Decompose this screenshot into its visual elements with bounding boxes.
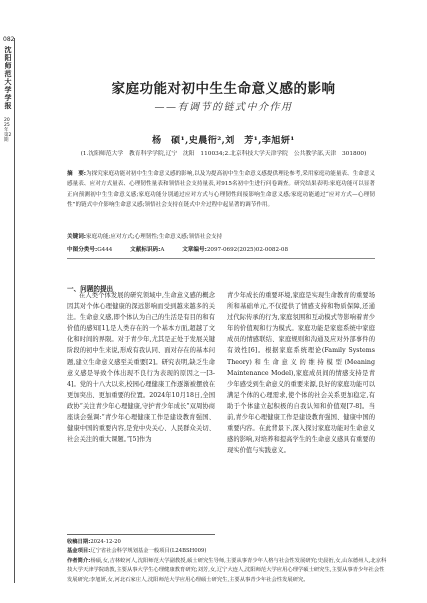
journal-side-strip: [0, 0, 20, 603]
section-heading: 一、问题的提出: [67, 285, 114, 293]
doc-code-value: A: [160, 247, 165, 253]
article-subtitle: ——有调节的链式中介作用: [154, 102, 293, 113]
bio-label: 作者简介:: [67, 557, 91, 564]
journal-name: 沈阳师范大学学报: [4, 46, 12, 110]
strip-divider: [14, 38, 15, 583]
author-bio: [67, 557, 387, 585]
body-paragraph: 在人类个体发展的研究领域中,生命意义感的概念因其对个体心理健康的深远影响而受到越来越多的关注。生命意义感,即个体认为自己的生活是有目的和有价值的感知[1],是人类存在的一个基本方面,超越了文化和时间的界限。对于青少年,尤其是正处于发展关键阶段的初中生来说,形成有我认同、面对存在的基本问题,建立生命意义感至关重要[2]。研究表明,缺乏生命意义感是导致个体出现不良行为表现的原因之一[3-4]。党的十八大以来,校园心理健康工作逐渐被摆放在更加突出、更加重要的位置。2024年10月18日,全国政协“关注青少年心理健康,守护青少年成长”双周协商座谈会强调:“青少年心理健康工作是建设教育强国、健康中国的重要内容,是党中央关心、人民群众关切、社会关注的重大课题。”[5]作为: [67, 292, 215, 444]
received-value: 2024-12-20: [90, 539, 121, 545]
classification-line: [67, 245, 375, 253]
header-divider: [67, 258, 375, 259]
fund-info: [67, 547, 387, 556]
page-number: 082: [3, 36, 15, 43]
received-date: [67, 538, 387, 547]
article-no-value: 2097-0692(2025)02-0082-08: [206, 247, 289, 253]
abstract: [67, 169, 375, 210]
body-column-right: [227, 290, 375, 456]
bio-value: 杨硕,女,吉林蛟河人,沈阳师范大学副教授,硕士研究生导师,主要从事青少年人格与社会性发展研究;史晨衎,女,山东德州人,北京科技大学天津学院助教,主要从事大学生心理健康教育研究;刘芳,女,辽宁大连人,沈阳师范大学应用心理学硕士研究生,主要从事青少年社会性发展研究;李旭妍,女,河北石家庄人,沈阳师范大学应用心理硕士研究生,主要从事青少年社会性发展研究。: [67, 557, 387, 583]
footnotes: [67, 538, 387, 585]
keywords-text: 家庭功能;应对方式;心理韧性;生命意义感;领悟社会支持: [86, 234, 223, 240]
fund-value: 辽宁省社会科学规划基金一般项目(L24BSH009): [90, 548, 207, 555]
received-label: 收稿日期:: [67, 539, 91, 545]
body-paragraph: 青少年成长的重要环境,家庭是实现生命教育的重要场所和基础单元,不仅提供了情感支持和物质保障,还通过代际传承的行为,家庭氛围和互动模式等影响着青少年的价值观和行为模式。家庭功能是家庭系统中家庭成员的情感联结、家庭规则和沟通及应对外部事件的有效性[6]。根据家庭系统理论(Family Systems Theory)和生命意义的维持模型(Meaning Maintenance Model),家庭成员间的情感支持是青少年感受到生命意义的重要来源,良好的家庭功能可以满足个体的心理需求,使个体的社会关系更加稳定,有助于个体建立起积极的自我认知和价值观[7-8]。当前,青少年心理健康工作是建设教育强国、健康中国的重要内容。在此背景下,深入探讨家庭功能对生命意义感的影响,对培养和提高学生的生命意义感具有重要的现实价值与实践意义。: [227, 292, 375, 455]
author-affiliation: (1.沈阳师范大学 教育科学学院,辽宁 沈阳 110034;2.北京科技大学天津学院 公共教学部,天津 301800): [80, 151, 367, 157]
doc-code-label: 文献标识码:: [130, 247, 161, 253]
abstract-text: 为探究家庭功能对初中生生命意义感的影响,以及为提高初中生生命意义感提供理论参考,采用家庭功能量表、生命意义感量表、应对方式量表、心理韧性量表和领悟社会支持量表,对915名初中生进行问卷调查。研究结果表明:家庭功能可以显著正向预测初中生生命意义感;家庭功能分别通过应对方式与心理韧性间接影响生命意义感;家庭功能通过“应对方式—心理韧性”的链式中介影响生命意义感;领悟社会支持在链式中介过程中起显著的调节作用。: [67, 171, 375, 208]
article-title: 家庭功能对初中生生命意义感的影响: [111, 81, 336, 97]
abstract-label: 摘 要:: [67, 171, 87, 177]
keywords-label: 关键词:: [67, 234, 87, 240]
footnote-divider: [67, 534, 215, 535]
journal-volume: 2025年第2期: [4, 118, 12, 143]
author-list: 杨 硕¹,史晨衎²,刘 芳¹,李旭妍¹: [152, 136, 295, 146]
fund-label: 基金项目:: [67, 548, 91, 555]
article-no-label: 文章编号:: [182, 247, 207, 253]
clc-label: 中图分类号:: [67, 247, 98, 253]
body-column-left: [67, 290, 215, 445]
clc-value: G444: [97, 247, 113, 253]
keywords: [67, 232, 375, 240]
